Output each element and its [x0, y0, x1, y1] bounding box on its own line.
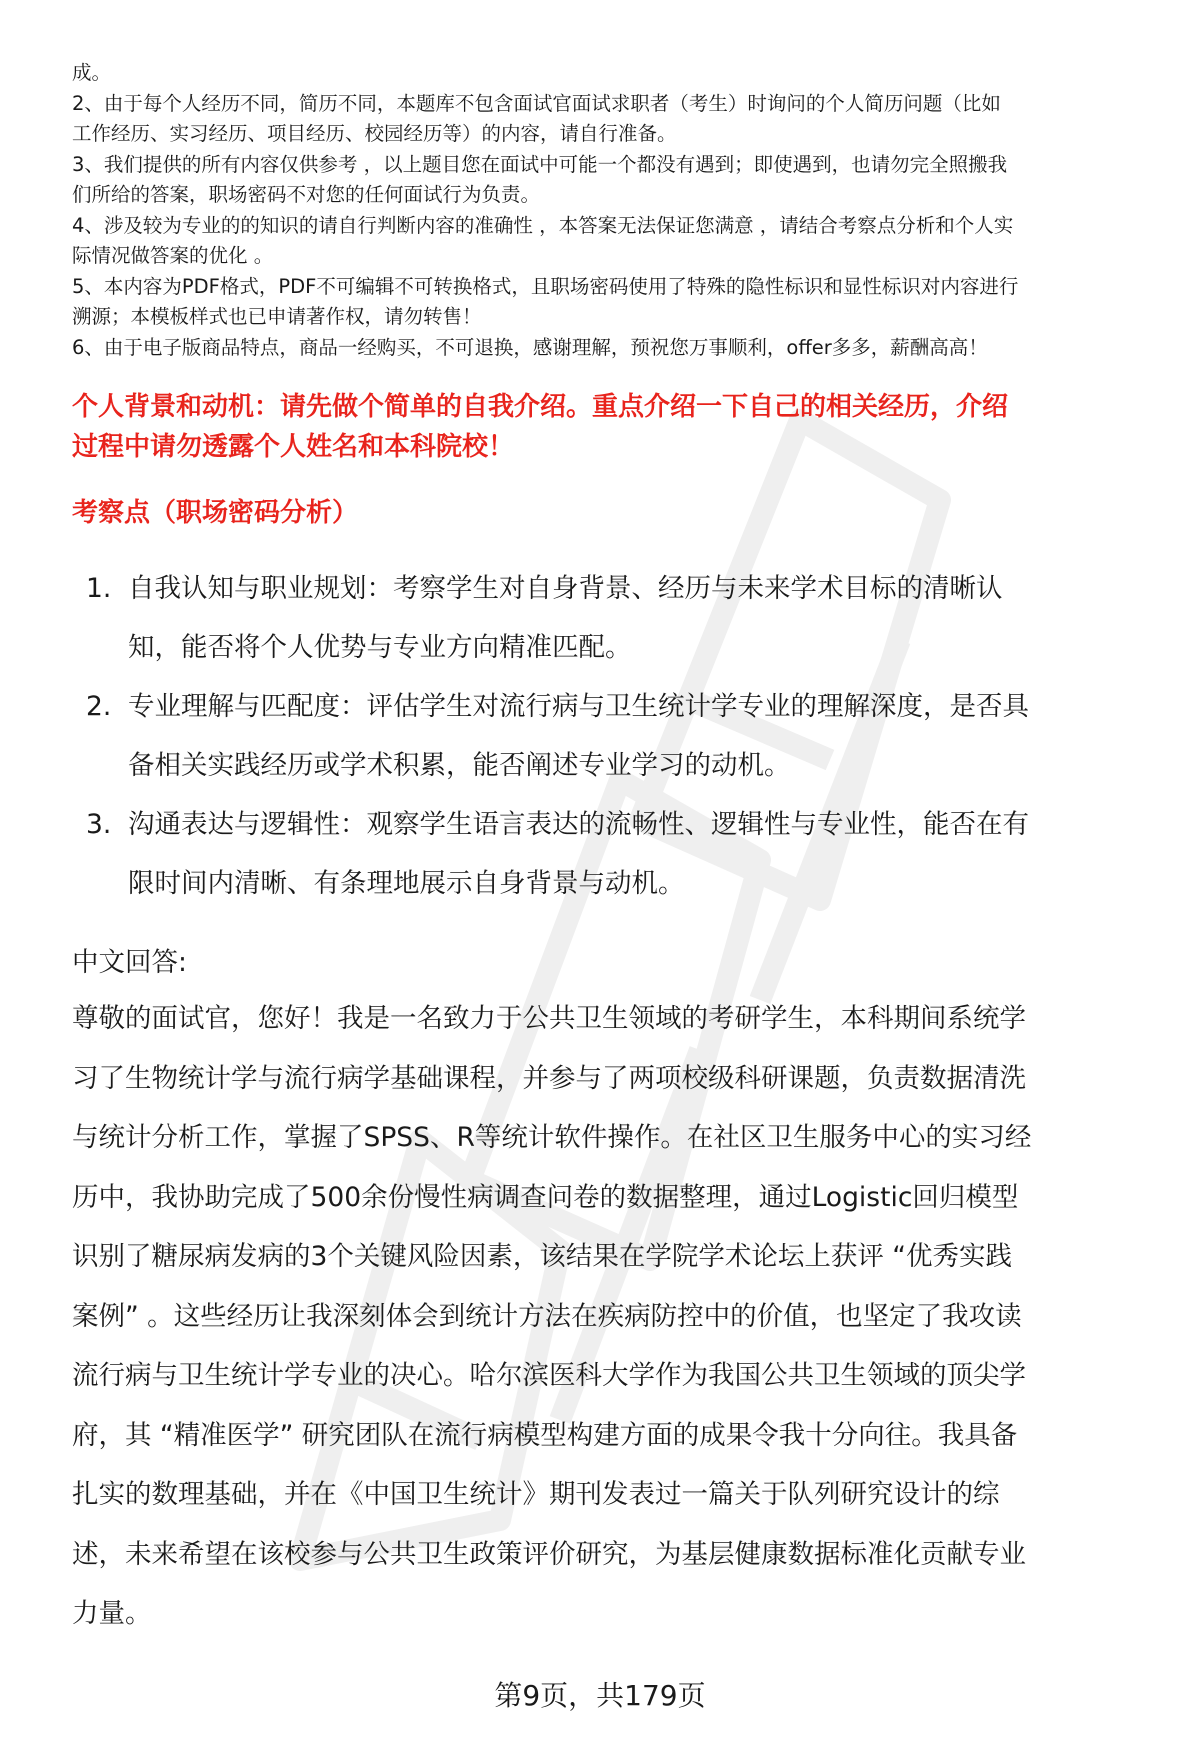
notice-line: 们所给的答案，职场密码不对您的任何面试行为负责。 — [72, 183, 541, 206]
point-text-line: 限时间内清晰、有条理地展示自身背景与动机。 — [128, 868, 685, 899]
answer-body — [72, 989, 1162, 1644]
answer-line: 述，未来希望在该校参与公共卫生政策评价研究，为基层健康数据标准化贡献专业 — [72, 1538, 1026, 1570]
notice-line: 工作经历、实习经历、项目经历、校园经历等）的内容，请自行准备。 — [72, 122, 677, 145]
point-number: 2. — [86, 691, 112, 722]
notice-line: 3、我们提供的所有内容仅供参考 ，以上题目您在面试中可能一个都没有遇到；即使遇到，也请勿完全照搬我 — [72, 152, 1008, 176]
answer-line: 扎实的数理基础，并在《中国卫生统计》期刊发表过一篇关于队列研究设计的综 — [72, 1479, 1000, 1510]
answer-line: 案例” 。这些经历让我深刻体会到统计方法在疾病防控中的价值，也坚定了我攻读 — [72, 1300, 1022, 1332]
analysis-point — [72, 677, 1162, 795]
answer-line: 流行病与卫生统计学专业的决心。哈尔滨医科大学作为我国公共卫生领域的顶尖学 — [72, 1360, 1026, 1391]
document-page — [72, 58, 1162, 1644]
answer-line: 历中，我协助完成了500余份慢性病调查问卷的数据整理，通过Logistic回归模型 — [72, 1181, 1019, 1213]
point-text-line: 沟通表达与逻辑性：观察学生语言表达的流畅性、逻辑性与专业性，能否在有 — [128, 809, 1029, 840]
notice-list — [72, 58, 1162, 363]
answer-line: 府，其 “精准医学” 研究团队在流行病模型构建方面的成果令我十分向往。我具备 — [72, 1419, 1018, 1451]
answer-line: 力量。 — [72, 1598, 152, 1629]
notice-line: 际情况做答案的优化 。 — [72, 244, 274, 267]
notice-line: 2、由于每个人经历不同，简历不同，本题库不包含面试官面试求职者（考生）时询问的个人简历问题（比如 — [72, 91, 1001, 115]
analysis-points — [72, 559, 1162, 913]
point-text-line: 备相关实践经历或学术积累，能否阐述专业学习的动机。 — [128, 750, 791, 781]
answer-line: 习了生物统计学与流行病学基础课程，并参与了两项校级科研课题，负责数据清洗 — [72, 1062, 1026, 1094]
question-line: 过程中请勿透露个人姓名和本科院校！ — [72, 432, 515, 462]
analysis-point — [72, 559, 1162, 677]
analysis-title: 考察点（职场密码分析） — [72, 498, 359, 528]
point-number: 3. — [86, 809, 112, 840]
point-text-line: 自我认知与职业规划：考察学生对自身背景、经历与未来学术目标的清晰认 — [128, 573, 1003, 604]
answer-heading: 中文回答: — [72, 947, 187, 978]
question-line: 个人背景和动机：请先做个简单的自我介绍。重点介绍一下自己的相关经历，介绍 — [72, 392, 1009, 422]
answer-line: 尊敬的面试官，您好！我是一名致力于公共卫生领域的考研学生，本科期间系统学 — [72, 1003, 1026, 1034]
notice-line: 5、本内容为PDF格式，PDF不可编辑不可转换格式，且职场密码使用了特殊的隐性标识和显性标识对内容进行 — [72, 274, 1019, 298]
notice-line: 6、由于电子版商品特点，商品一经购买，不可退换，感谢理解，预祝您万事顺利，offer多多，薪酬高高！ — [72, 335, 988, 359]
page-number: 第9页，共179页 — [494, 1679, 706, 1712]
point-text-line: 专业理解与匹配度：评估学生对流行病与卫生统计学专业的理解深度，是否具 — [128, 691, 1029, 722]
point-number: 1. — [86, 573, 112, 604]
analysis-point — [72, 795, 1162, 913]
notice-line: 成。 — [72, 61, 112, 84]
answer-line: 与统计分析工作，掌握了SPSS、R等统计软件操作。在社区卫生服务中心的实习经 — [72, 1122, 1032, 1153]
interview-question — [72, 387, 1162, 467]
answer-line: 识别了糖尿病发病的3个关键风险因素，该结果在学院学术论坛上获评 “优秀实践 — [72, 1241, 1013, 1272]
notice-line: 溯源；本模板样式也已申请著作权，请勿转售！ — [72, 305, 482, 328]
point-text-line: 知，能否将个人优势与专业方向精准匹配。 — [128, 632, 632, 663]
notice-line: 4、涉及较为专业的的知识的请自行判断内容的准确性 ，本答案无法保证您满意 ，请结合考察点分析和个人实 — [72, 213, 1014, 237]
